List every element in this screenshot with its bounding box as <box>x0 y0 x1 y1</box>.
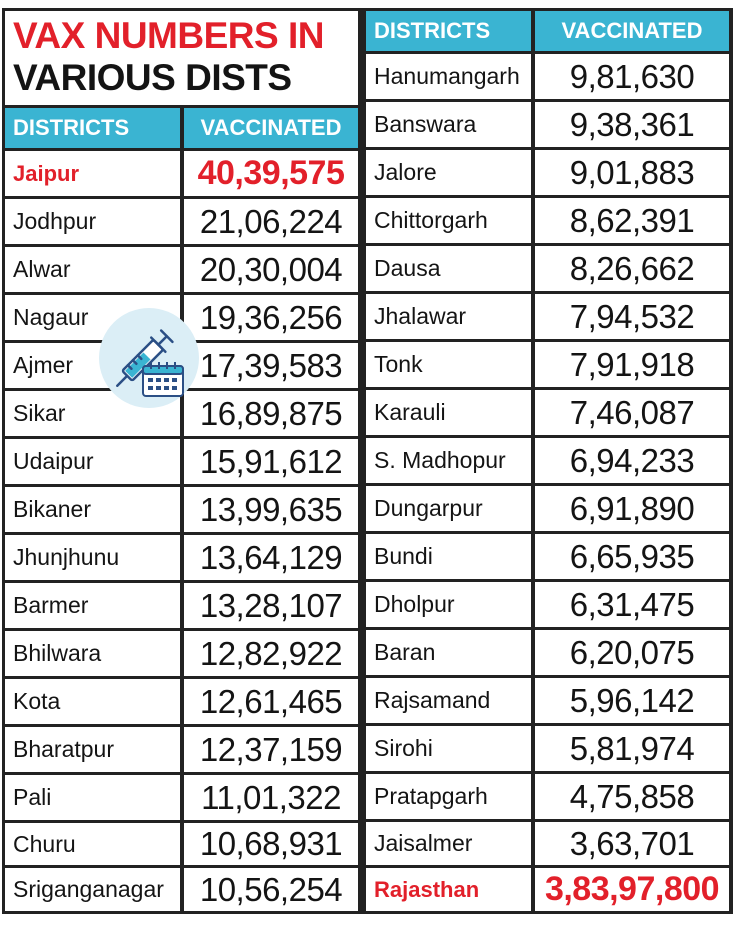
left-row-15-district: Sriganganagar <box>5 868 180 911</box>
syringe-calendar-icon <box>97 306 201 410</box>
right-row-9-district: Dungarpur <box>366 486 531 531</box>
left-row-8-vaccinated: 13,64,129 <box>184 535 358 580</box>
left-row-11-vaccinated: 12,61,465 <box>184 679 358 724</box>
right-row-16-vaccinated: 3,63,701 <box>535 822 729 865</box>
left-row-2-vaccinated: 20,30,004 <box>184 247 358 292</box>
left-row-5-vaccinated: 16,89,875 <box>184 391 358 436</box>
left-row-15-vaccinated: 10,56,254 <box>184 868 358 911</box>
right-row-13-district: Rajsamand <box>366 678 531 723</box>
right-row-17-district: Rajasthan <box>366 868 531 911</box>
right-row-0-district: Hanumangarh <box>366 54 531 99</box>
right-row-14-vaccinated: 5,81,974 <box>535 726 729 771</box>
left-row-1-vaccinated: 21,06,224 <box>184 199 358 244</box>
left-row-7-vaccinated: 13,99,635 <box>184 487 358 532</box>
right-row-8-district: S. Madhopur <box>366 438 531 483</box>
right-row-5-vaccinated: 7,94,532 <box>535 294 729 339</box>
left-row-13-district: Pali <box>5 775 180 820</box>
right-row-5-district: Jhalawar <box>366 294 531 339</box>
left-row-12-district: Bharatpur <box>5 727 180 772</box>
right-row-2-vaccinated: 9,01,883 <box>535 150 729 195</box>
right-row-12-district: Baran <box>366 630 531 675</box>
left-row-9-vaccinated: 13,28,107 <box>184 583 358 628</box>
left-row-14-vaccinated: 10,68,931 <box>184 823 358 865</box>
right-row-3-district: Chittorgarh <box>366 198 531 243</box>
left-row-0-district: Jaipur <box>5 151 180 196</box>
left-row-8-district: Jhunjhunu <box>5 535 180 580</box>
left-row-0-vaccinated: 40,39,575 <box>184 151 358 196</box>
left-row-7-district: Bikaner <box>5 487 180 532</box>
left-row-6-district: Udaipur <box>5 439 180 484</box>
left-row-9-district: Barmer <box>5 583 180 628</box>
right-row-14-district: Sirohi <box>366 726 531 771</box>
right-row-2-district: Jalore <box>366 150 531 195</box>
table-title <box>5 11 358 105</box>
left-row-4-district: Ajmer <box>5 343 180 388</box>
right-row-13-vaccinated: 5,96,142 <box>535 678 729 723</box>
left-row-4-vaccinated: 17,39,583 <box>184 343 358 388</box>
right-row-11-district: Dholpur <box>366 582 531 627</box>
right-row-9-vaccinated: 6,91,890 <box>535 486 729 531</box>
right-header-vaccinated: VACCINATED <box>535 11 729 51</box>
left-header-districts: DISTRICTS <box>5 108 180 148</box>
right-row-15-district: Pratapgarh <box>366 774 531 819</box>
right-row-7-district: Karauli <box>366 390 531 435</box>
right-row-1-vaccinated: 9,38,361 <box>535 102 729 147</box>
right-row-16-district: Jaisalmer <box>366 822 531 865</box>
right-row-11-vaccinated: 6,31,475 <box>535 582 729 627</box>
left-row-10-district: Bhilwara <box>5 631 180 676</box>
right-row-4-vaccinated: 8,26,662 <box>535 246 729 291</box>
left-header-vaccinated: VACCINATED <box>184 108 358 148</box>
title-line-1: VAX NUMBERS IN <box>13 15 324 56</box>
left-row-1-district: Jodhpur <box>5 199 180 244</box>
left-row-14-district: Churu <box>5 823 180 865</box>
title-line-2: VARIOUS DISTS <box>13 57 292 98</box>
left-row-11-district: Kota <box>5 679 180 724</box>
left-row-2-district: Alwar <box>5 247 180 292</box>
right-row-0-vaccinated: 9,81,630 <box>535 54 729 99</box>
right-row-4-district: Dausa <box>366 246 531 291</box>
left-row-10-vaccinated: 12,82,922 <box>184 631 358 676</box>
right-row-10-vaccinated: 6,65,935 <box>535 534 729 579</box>
left-row-13-vaccinated: 11,01,322 <box>184 775 358 820</box>
right-row-1-district: Banswara <box>366 102 531 147</box>
right-row-10-district: Bundi <box>366 534 531 579</box>
right-row-15-vaccinated: 4,75,858 <box>535 774 729 819</box>
right-row-3-vaccinated: 8,62,391 <box>535 198 729 243</box>
right-row-6-vaccinated: 7,91,918 <box>535 342 729 387</box>
right-row-7-vaccinated: 7,46,087 <box>535 390 729 435</box>
right-row-17-vaccinated: 3,83,97,800 <box>535 868 729 911</box>
right-row-6-district: Tonk <box>366 342 531 387</box>
left-row-3-district: Nagaur <box>5 295 180 340</box>
left-row-6-vaccinated: 15,91,612 <box>184 439 358 484</box>
left-row-5-district: Sikar <box>5 391 180 436</box>
right-header-districts: DISTRICTS <box>366 11 531 51</box>
right-row-12-vaccinated: 6,20,075 <box>535 630 729 675</box>
right-row-8-vaccinated: 6,94,233 <box>535 438 729 483</box>
left-row-12-vaccinated: 12,37,159 <box>184 727 358 772</box>
left-row-3-vaccinated: 19,36,256 <box>184 295 358 340</box>
